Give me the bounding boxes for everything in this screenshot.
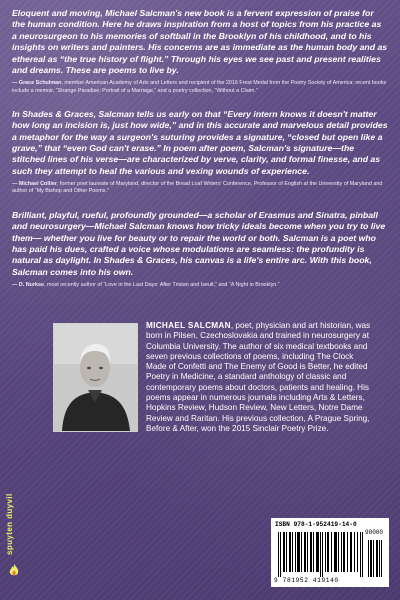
- barcode-digits: 9 781952 419140: [274, 577, 339, 584]
- author-name: MICHAEL SALCMAN: [146, 321, 231, 330]
- blurb-attribution: [12, 181, 388, 195]
- isbn-barcode: [271, 518, 389, 587]
- publisher-name: spuyten duyvil: [5, 493, 14, 555]
- blurb-credentials: , most recently author of “Love in the Last Days: After Tristan and Iseult,” and “A Night in Brooklyn.”: [44, 282, 280, 289]
- flame-logo-icon: [7, 563, 21, 577]
- author-bio-text: , poet, physician and art historian, was born in Pilsen, Czechoslovakia and trained in neurosurgery at Columbia University. The author of six medical textbooks and seven previous collections of poems, including The Clock Made of Confetti and The Enemy of Good is Better, he edited Poetry in Medicine, a standard anthology of classic and contemporary poems about doctors, patients and healing. His poems appear in numerous journals including Arts & Letters, Hopkins Review, Hudson Review, New Letters, Notre Dame Review and Raritan. His previous collection, A Prague Spring, Before & After, won the 2015 Sinclair Poetry Prize.: [146, 321, 371, 433]
- blurb-credentials: , former poet laureate of Maryland, director of the Bread Loaf Writers' Conference, Professor of English at the University of Maryland and author of “My Bishop and Other Poems.”: [12, 181, 383, 195]
- blurb-attribution: [12, 282, 388, 289]
- barcode-addon: 90000: [365, 529, 384, 536]
- publisher-logo: [5, 477, 23, 577]
- blurb-author: — Michael Collier: [12, 181, 57, 188]
- author-bio: [146, 321, 371, 434]
- barcode-bars: [276, 532, 384, 577]
- blurb-michael-collier: [12, 109, 388, 196]
- author-portrait-image: [54, 324, 137, 431]
- blurb-credentials: , member American Academy of Arts and Letters and recipient of the 2016 Frost Medal from the Poetry Society of America; recent books include a memoir, “Strange Paradise: Portrait of a Marriage,” and a poetry collection, “Without a Claim.”: [12, 80, 387, 94]
- blurb-d-nurkse: [12, 210, 388, 290]
- blurb-attribution: [12, 80, 388, 94]
- blurb-grace-schulman: [12, 8, 388, 95]
- blurb-quote: In Shades & Graces, Salcman tells us early on that “Every intern knows it doesn't matter how long an incision is, just how wide,” and in this accurate and marvelous detail provides a metaphor for the way a surgeon's suturing provides a signature, “closed but open like a grave,” that “even God can't erase.” In poem after poem, Salcman's signature—the stitched lines of his verse—are characterized by verve, clarity, and formal finesse, and as such they attempt to heal the various and vexing wounds of experience.: [12, 108, 388, 176]
- blurb-quote: Eloquent and moving, Michael Salcman's new book is a fervent expression of praise for the human condition. Here he draws inspiration from a host of topics from his practice as a neurosurgeon to his memories of softball in the Brooklyn of his childhood, and to his insights on writers and painters. His concerns are as immediate as the human body and as ethereal as “the true history of flight.” Through his eyes we see past and present realities and dreams. These are poems to live by.: [12, 8, 388, 76]
- isbn-number: ISBN 978-1-952419-14-0: [275, 521, 357, 528]
- blurb-quote: Brilliant, playful, rueful, profoundly grounded—a scholar of Erasmus and Sinatra, pinball and neurosurgery—Michael Salcman knows how tricky ideals become when you try to live them— whether you live for beauty or to repair the world or both. Salcman is a poet who has paid his dues, crafted a voice whose modulations are seamless: the profundity is natural as daylight. In Shades & Graces, his canvas is a life's entire arc. With this book, Salcman comes into his own.: [12, 209, 386, 277]
- blurbs-section: [12, 8, 388, 303]
- author-photo: [53, 323, 138, 432]
- blurb-author: — D. Nurkse: [12, 282, 45, 289]
- blurb-author: — Grace Schulman: [12, 80, 62, 87]
